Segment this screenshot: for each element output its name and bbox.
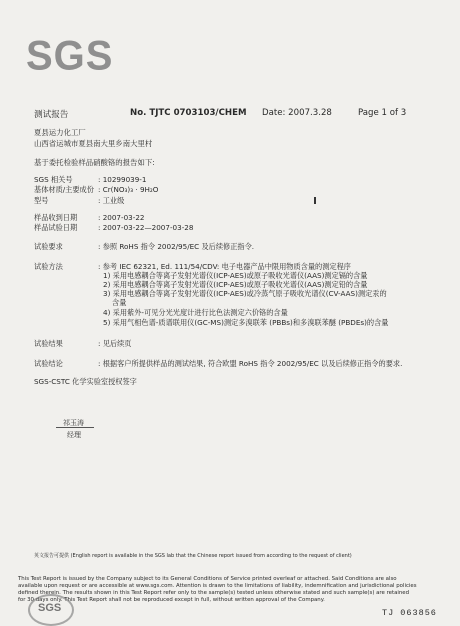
footer-disclaimer-line: This Test Report is issued by the Company subject to its General Conditions of Service printed overleaf or attached. Said Conditions are also (18, 576, 397, 582)
method-line: 3) 采用电感耦合等离子发射光谱仪(ICP-AES)或冷蒸气原子吸收光谱仪(CV-AAS)测定汞的 (103, 289, 387, 298)
method-line: 含量 (112, 298, 127, 307)
model-value: : 工业级 (98, 196, 125, 205)
signatory-title: 经理 (67, 431, 81, 439)
method-label: 试验方法 (34, 262, 63, 271)
signatory-name: 祁玉涛 (63, 419, 84, 427)
material-value: : Cr(NO₃)₃ · 9H₂O (98, 185, 159, 194)
signatory-lab: SGS-CSTC 化学实验室授权签字 (34, 377, 137, 386)
received-date-label: 样品收到日期 (34, 213, 78, 222)
signature-line (56, 427, 94, 428)
result-label: 试验结果 (34, 339, 63, 348)
footer-disclaimer-line: defined therein. The results shown in this Test Report refer only to the sample(s) tested unless otherwise stated and such sample(s) are retained (18, 590, 410, 596)
material-label: 基体材质/主要成份 (34, 185, 94, 194)
sgs-ref-value: : 10299039-1 (98, 175, 147, 184)
page-number: Page 1 of 3 (358, 108, 407, 118)
test-date-label: 样品试验日期 (34, 223, 78, 232)
method-line: 5) 采用气相色谱-质谱联用仪(GC-MS)测定多溴联苯 (PBBs)和多溴联苯醚 (PBDEs)的含量 (103, 318, 389, 327)
footer-disclaimer-line: for 30 days only. This Test Report shall not be reproduced except in full, without written approval of the Company. (18, 597, 325, 603)
report-number: No. TJTC 0703103/CHEM (130, 108, 247, 118)
intro-text: 基于委托检验样品硝酸铬的报告如下: (34, 158, 155, 167)
conclusion-label: 试验结论 (34, 359, 63, 368)
footer-english-note: 英文报告可提供 (English report is available in the SGS lab that the Chinese report issued from according to the request of client) (34, 553, 352, 559)
method-line: : 参考 IEC 62321, Ed. 111/54/CDV: 电子电器产品中限用物质含量的测定程序 (98, 262, 351, 271)
serial-number: TJ 063856 (382, 608, 437, 618)
requirement-label: 试验要求 (34, 242, 63, 251)
client-address: 山西省运城市夏县南大里乡南大里村 (34, 139, 153, 148)
sgs-ref-label: SGS 相关号 (34, 175, 73, 184)
method-line: 4) 采用紫外-可见分光光度计进行比色法测定六价铬的含量 (103, 308, 288, 317)
footer-disclaimer-line: available upon request or are accessible at www.sgs.com. Attention is drawn to the limitations of liability, indemnification and jurisdictional policies (18, 583, 417, 589)
company-stamp-text: SGS (38, 602, 62, 614)
client-name: 夏县运力化工厂 (34, 128, 86, 137)
method-line: 1) 采用电感耦合等离子发射光谱仪(ICP-AES)或原子吸收光谱仪(AAS)测定镉的含量 (103, 271, 368, 280)
result-value: : 见后续页 (98, 339, 132, 348)
conclusion-value: : 根据客户所提供样品的测试结果, 符合欧盟 RoHS 指令 2002/95/EC 以及后续修正指令的要求. (98, 359, 403, 368)
sgs-logo: SGS (26, 32, 114, 80)
model-label: 型号 (34, 196, 49, 205)
received-date-value: : 2007-03-22 (98, 213, 145, 222)
method-line: 2) 采用电感耦合等离子发射光谱仪(ICP-AES)或原子吸收光谱仪(AAS)测定铅的含量 (103, 280, 368, 289)
report-title: 测试报告 (34, 110, 69, 120)
requirement-value: : 参照 RoHS 指令 2002/95/EC 及后续修正指令. (98, 242, 255, 251)
report-date: Date: 2007.3.28 (262, 108, 332, 118)
test-date-value: : 2007-03-22—2007-03-28 (98, 223, 194, 232)
scan-mark (314, 197, 316, 204)
